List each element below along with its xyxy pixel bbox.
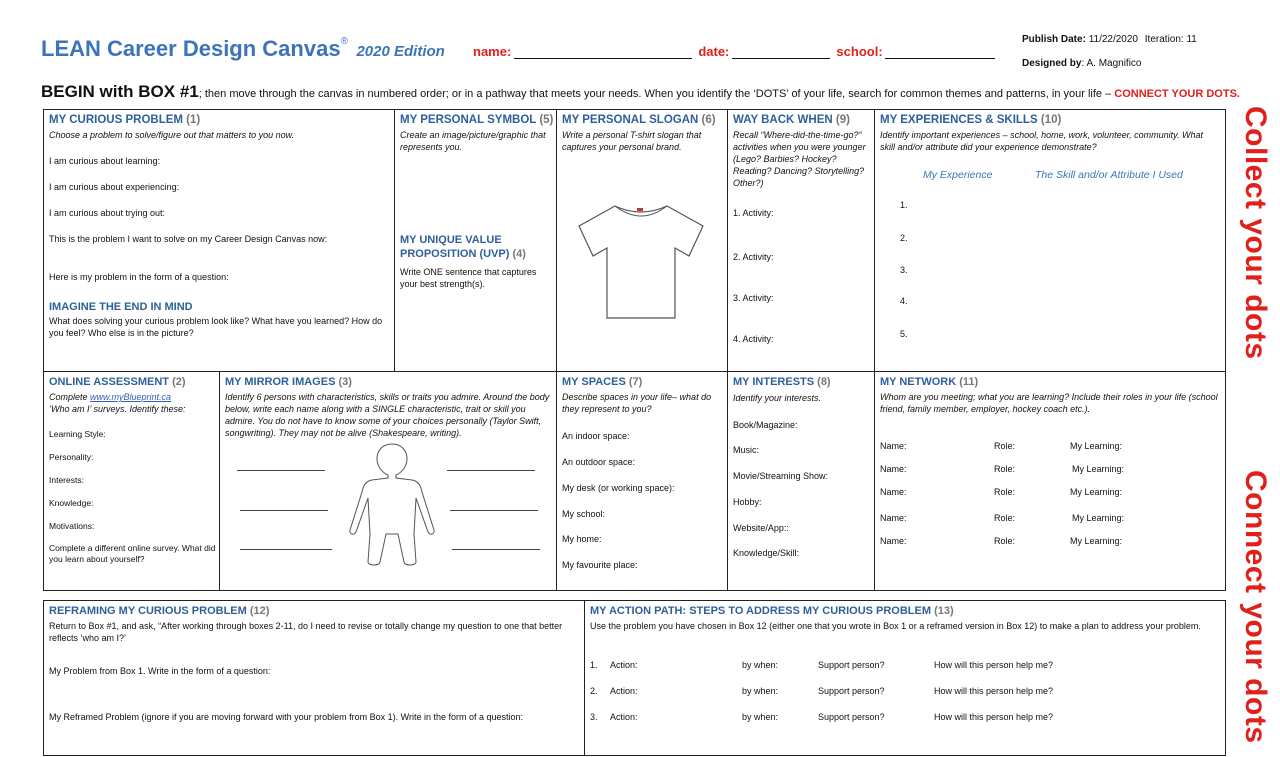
network-name-label: Name: xyxy=(880,464,907,474)
box9-title: WAY BACK WHEN xyxy=(733,114,833,126)
network-learning-label: My Learning: xyxy=(1072,513,1125,523)
skill-col-header: The Skill and/or Attribute I Used xyxy=(1035,169,1183,181)
box-curious-problem xyxy=(43,109,395,372)
box9-sub: Recall “Where-did-the-time-go?” activities when you were younger (Lego? Barbies? Hockey? Reading? Dancing? Storytelling? Other?) xyxy=(733,130,866,188)
network-role-label: Role: xyxy=(994,513,1016,523)
box13-sub: Use the problem you have chosen in Box 12 (either one that you wrote in Box 1 or a reframed version in Box 12) to make a plan to address your problem. xyxy=(590,621,1201,631)
network-learning-label: My Learning: xyxy=(1070,487,1123,497)
publish-info xyxy=(1022,34,1197,45)
box-action-path xyxy=(584,600,1226,756)
box9-num: (9) xyxy=(835,114,850,126)
box2-num: (2) xyxy=(172,376,186,388)
box2-sub-post: ‘Who am I’ surveys. Identify these: xyxy=(49,404,186,414)
outdoor-space-field[interactable]: An outdoor space: xyxy=(562,457,636,467)
hobby-field[interactable]: Hobby: xyxy=(733,497,762,507)
name-label: name: xyxy=(473,44,512,59)
canvas-title xyxy=(41,36,445,62)
website-field[interactable]: Website/App:: xyxy=(733,523,789,533)
mirror-line-4[interactable] xyxy=(450,510,538,511)
box10-title: MY EXPERIENCES & SKILLS xyxy=(880,114,1038,126)
connect-dots-label: CONNECT YOUR DOTS. xyxy=(1114,88,1240,100)
box3-title: MY MIRROR IMAGES xyxy=(225,376,336,388)
learning-style-field[interactable]: Learning Style: xyxy=(49,429,106,439)
uvp-num: (4) xyxy=(512,248,526,260)
box13-title: MY ACTION PATH: STEPS TO ADDRESS MY CURIOUS PROBLEM xyxy=(590,605,932,617)
box5-title: MY PERSONAL SYMBOL xyxy=(400,114,537,126)
box1-line2[interactable]: I am curious about experiencing: xyxy=(49,182,180,192)
network-name-label: Name: xyxy=(880,487,907,497)
box12-sub: Return to Box #1, and ask, “After working through boxes 2-11, do I need to revise or totally change my question to one that better reflects ‘who am I?’ xyxy=(49,621,563,643)
body-outline-icon xyxy=(344,442,440,568)
help-label: How will this person help me? xyxy=(934,686,1054,696)
music-field[interactable]: Music: xyxy=(733,445,760,455)
network-role-label: Role: xyxy=(994,536,1016,546)
activity-4[interactable]: 4. Activity: xyxy=(733,334,774,344)
iteration-label: Iteration: xyxy=(1144,34,1184,45)
box1-sub: Choose a problem to solve/figure out that matters to you now. xyxy=(49,130,295,140)
imagine-text: What does solving your curious problem look like? What have you learned? How do you feel? Who else is in the picture? xyxy=(49,316,383,338)
activity-2[interactable]: 2. Activity: xyxy=(733,252,774,262)
designer-info xyxy=(1022,58,1142,69)
exp-row-5[interactable]: 5. xyxy=(900,329,908,339)
mirror-line-6[interactable] xyxy=(452,549,540,550)
movie-field[interactable]: Movie/Streaming Show: xyxy=(733,471,829,481)
box1-line4[interactable]: This is the problem I want to solve on my Career Design Canvas now: xyxy=(49,234,328,244)
designed-label: Designed by xyxy=(1022,58,1082,69)
box12-title: REFRAMING MY CURIOUS PROBLEM xyxy=(49,605,247,617)
school-space-field[interactable]: My school: xyxy=(562,509,606,519)
knowledge-field[interactable]: Knowledge: xyxy=(49,498,94,508)
other-survey-field[interactable]: Complete a different online survey. What did you learn about yourself? xyxy=(49,543,216,564)
box-reframing xyxy=(43,600,585,756)
network-role-label: Role: xyxy=(994,464,1016,474)
by-when-label: by when: xyxy=(742,686,779,696)
book-field[interactable]: Book/Magazine: xyxy=(733,420,798,430)
reframed-problem-field[interactable]: My Reframed Problem (ignore if you are moving forward with your problem from Box 1). Write in the form of a question: xyxy=(49,712,524,722)
box10-num: (10) xyxy=(1040,114,1062,126)
action-label: Action: xyxy=(610,660,638,670)
box-my-spaces xyxy=(556,371,728,591)
box1-num: (1) xyxy=(186,114,201,126)
support-label: Support person? xyxy=(818,712,885,722)
date-field[interactable] xyxy=(732,45,830,59)
exp-row-3[interactable]: 3. xyxy=(900,265,908,275)
intro-text: ; then move through the canvas in numbered order; or in a pathway that meets your needs. When you identify the ‘DOTS’ of your life, search for common themes and patterns, in your life – xyxy=(198,88,1115,100)
publish-label: Publish Date: xyxy=(1022,34,1086,45)
begin-label: BEGIN with BOX #1 xyxy=(41,82,199,101)
help-label: How will this person help me? xyxy=(934,660,1054,670)
designer-name: : A. Magnifico xyxy=(1081,58,1142,69)
tshirt-icon xyxy=(575,200,707,322)
box-way-back-when xyxy=(727,109,875,372)
box2-title: ONLINE ASSESSMENT xyxy=(49,376,169,388)
box13-num: (13) xyxy=(934,605,954,617)
box11-num: (11) xyxy=(959,376,979,388)
box8-title: MY INTERESTS xyxy=(733,376,815,388)
connect-dots-side: Connect your dots xyxy=(1239,470,1272,744)
interests-field[interactable]: Interests: xyxy=(49,475,84,485)
box-personal-slogan xyxy=(556,109,728,372)
help-label: How will this person help me? xyxy=(934,712,1054,722)
box11-title: MY NETWORK xyxy=(880,376,957,388)
box-experiences-skills xyxy=(874,109,1226,372)
box3-sub: Identify 6 persons with characteristics, skills or traits you admire. Around the body below, write each name along with a SINGLE characteristic, trait or skill you admire. You do not have to know some of your choices personally (Taylor Swift, songwriting). They may not be alive (Shakespeare, writing). xyxy=(225,392,550,438)
box8-sub: Identify your interests. xyxy=(733,393,822,403)
box1-title: MY CURIOUS PROBLEM xyxy=(49,114,183,126)
box-my-interests xyxy=(727,371,875,591)
mirror-line-3[interactable] xyxy=(240,510,328,511)
action-num: 2. xyxy=(590,686,598,696)
box12-num: (12) xyxy=(249,605,270,617)
mirror-line-2[interactable] xyxy=(447,470,535,471)
uvp-title: MY UNIQUE VALUE PROPOSITION (UVP) xyxy=(400,234,510,260)
exp-row-1[interactable]: 1. xyxy=(900,200,908,210)
box5-sub: Create an image/picture/graphic that represents you. xyxy=(400,130,546,152)
box7-sub: Describe spaces in your life– what do they represent to you? xyxy=(562,392,712,414)
box6-sub: Write a personal T-shirt slogan that captures your personal brand. xyxy=(562,130,702,152)
indoor-space-field[interactable]: An indoor space: xyxy=(562,431,630,441)
activity-1[interactable]: 1. Activity: xyxy=(733,208,774,218)
network-name-label: Name: xyxy=(880,441,907,451)
by-when-label: by when: xyxy=(742,712,779,722)
edition-label: 2020 Edition xyxy=(356,43,445,60)
knowledge-skill-field[interactable]: Knowledge/Skill: xyxy=(733,548,800,558)
iteration-value: 11 xyxy=(1186,34,1197,45)
publish-date: 11/22/2020 xyxy=(1088,34,1138,45)
box6-title: MY PERSONAL SLOGAN xyxy=(562,114,699,126)
box1-line3[interactable]: I am curious about trying out: xyxy=(49,208,166,218)
experience-col-header: My Experience xyxy=(923,169,993,181)
exp-row-2[interactable]: 2. xyxy=(900,233,908,243)
box-my-network xyxy=(874,371,1226,591)
support-label: Support person? xyxy=(818,686,885,696)
school-field[interactable] xyxy=(885,45,995,59)
problem-box1-field[interactable]: My Problem from Box 1. Write in the form of a question: xyxy=(49,666,271,676)
action-num: 3. xyxy=(590,712,598,722)
network-name-label: Name: xyxy=(880,513,907,523)
mirror-line-1[interactable] xyxy=(237,470,325,471)
box10-sub: Identify important experiences – school, home, work, volunteer, community. What skill and/or attribute did your experience demonstrate? xyxy=(880,130,1203,152)
network-role-label: Role: xyxy=(994,441,1016,451)
collect-dots-side: Collect your dots xyxy=(1239,106,1272,360)
intro-line xyxy=(41,82,1240,102)
box2-sub-pre: Complete xyxy=(49,392,91,402)
box7-title: MY SPACES xyxy=(562,376,626,388)
desk-field[interactable]: My desk (or working space): xyxy=(562,483,675,493)
network-role-label: Role: xyxy=(994,487,1016,497)
box6-num: (6) xyxy=(701,114,716,126)
activity-3[interactable]: 3. Activity: xyxy=(733,293,774,303)
box7-num: (7) xyxy=(628,376,643,388)
action-label: Action: xyxy=(610,686,638,696)
registered-mark: ® xyxy=(340,36,348,47)
box1-line5[interactable]: Here is my problem in the form of a question: xyxy=(49,272,229,282)
box-mirror-images xyxy=(219,371,557,591)
action-num: 1. xyxy=(590,660,598,670)
mirror-line-5[interactable] xyxy=(240,549,332,550)
myblueprint-link[interactable]: www.myBlueprint.ca xyxy=(90,392,172,402)
school-label: school: xyxy=(836,44,883,59)
exp-row-4[interactable]: 4. xyxy=(900,296,908,306)
box8-num: (8) xyxy=(817,376,831,388)
network-learning-label: My Learning: xyxy=(1072,464,1125,474)
imagine-title: IMAGINE THE END IN MIND xyxy=(49,301,193,313)
date-label: date: xyxy=(698,44,730,59)
motivations-field[interactable]: Motivations: xyxy=(49,521,95,531)
favourite-place-field[interactable]: My favourite place: xyxy=(562,560,638,570)
name-field[interactable] xyxy=(514,45,692,59)
by-when-label: by when: xyxy=(742,660,779,670)
box5-num: (5) xyxy=(539,114,554,126)
uvp-text: Write ONE sentence that captures your best strength(s). xyxy=(400,267,537,289)
title-text: LEAN Career Design Canvas xyxy=(41,36,341,61)
header-fields xyxy=(473,44,995,59)
action-label: Action: xyxy=(610,712,638,722)
network-learning-label: My Learning: xyxy=(1070,536,1123,546)
network-name-label: Name: xyxy=(880,536,907,546)
support-label: Support person? xyxy=(818,660,885,670)
box-personal-symbol xyxy=(394,109,557,372)
box11-sub: Whom are you meeting; what you are learning? Include their roles in your life (school friend, family member, employer, hockey coach etc.). xyxy=(880,392,1218,414)
network-learning-label: My Learning: xyxy=(1070,441,1123,451)
home-field[interactable]: My home: xyxy=(562,534,602,544)
box-online-assessment xyxy=(43,371,220,591)
personality-field[interactable]: Personality: xyxy=(49,452,94,462)
box1-line1[interactable]: I am curious about learning: xyxy=(49,156,161,166)
box3-num: (3) xyxy=(338,376,352,388)
